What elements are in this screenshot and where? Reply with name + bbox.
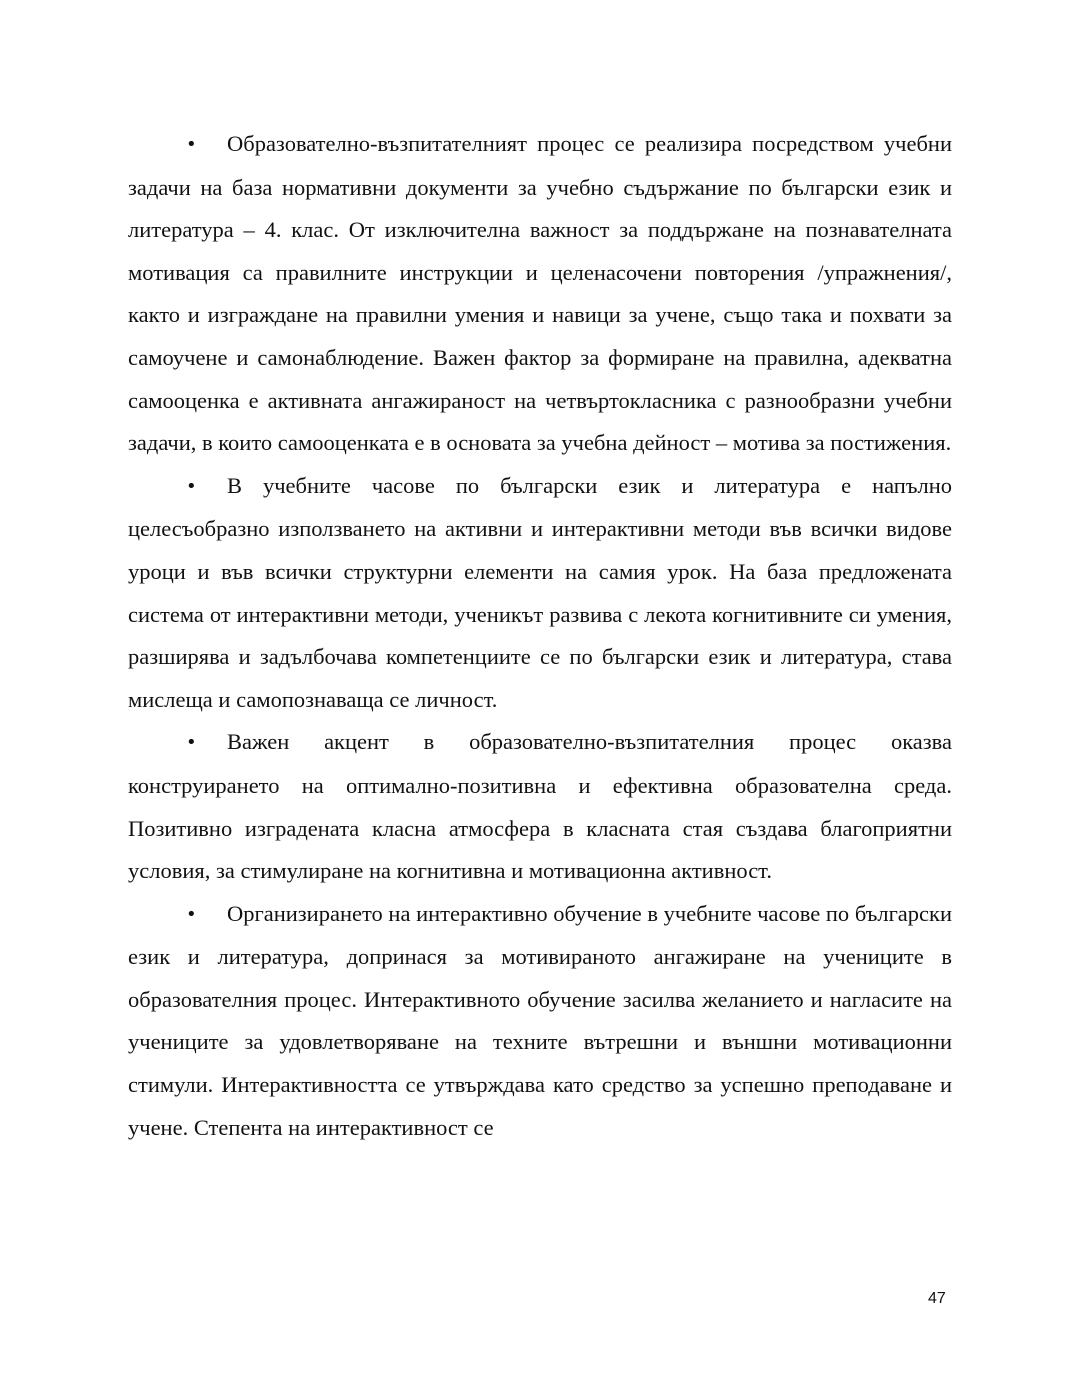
paragraph-4 [128,893,952,1150]
bullet-icon: • [186,475,197,497]
bullet-icon: • [186,134,197,155]
paragraph-text: Организирането на интерактивно обучение в учебните часове по български език и литература, допринася за мотивираното ангажиране на учениците в образователния процес. Интерактивното обучение засилва желанието и нагласите на учениците за удовлетворяване на техните вътрешни и външни мотивационни стимули. Интерактивността се утвърждава като средство за успешно преподаване и учене. Степента на интерактивност се [128,900,952,1140]
paragraph-1 [128,123,952,465]
paragraph-text: Образователно-възпитателният процес се реализира посредством учебни задачи на база нормативни документи за учебно съдържание по български език и литература – 4. клас. От изключителна важност за поддържане на познавателната мотивация са правилните инструкции и целенасочени повторения /упражнения/, както и изграждане на правилни умения и навици за учене, също така и похвати за самоучене и самонаблюдение. Важен фактор за формиране на правилна, адекватна самооценка е активната ангажираност на четвъртокласника с разнообразни учебни задачи, в които самооценката е в основата за учебна дейност – мотива за постижения. [128,131,952,456]
page-number: 47 [928,1290,946,1307]
paragraph-text: Важен акцент в образователно-възпитателния процес оказва конструирането на оптимално-позитивна и ефективна образователна среда. Позитивно изградената класна атмосфера в класната стая създава благоприятни условия, за стимулиране на когнитивна и мотивационна активност. [128,729,952,884]
bullet-icon: • [186,732,197,754]
paragraph-3 [128,721,952,892]
paragraph-text: В учебните часове по български език и литература е напълно целесъобразно използването на активни и интерактивни методи във всички видове уроци и във всички структурни елементи на самия урок. На база предложената система от интерактивни методи, ученикът развива с лекота когнитивните си умения, разширява и задълбочава компетенциите се по български език и литература, става мислеща и самопознаваща се личност. [128,472,952,712]
body-text [128,123,952,1149]
bullet-icon: • [186,903,197,925]
paragraph-2 [128,465,952,722]
